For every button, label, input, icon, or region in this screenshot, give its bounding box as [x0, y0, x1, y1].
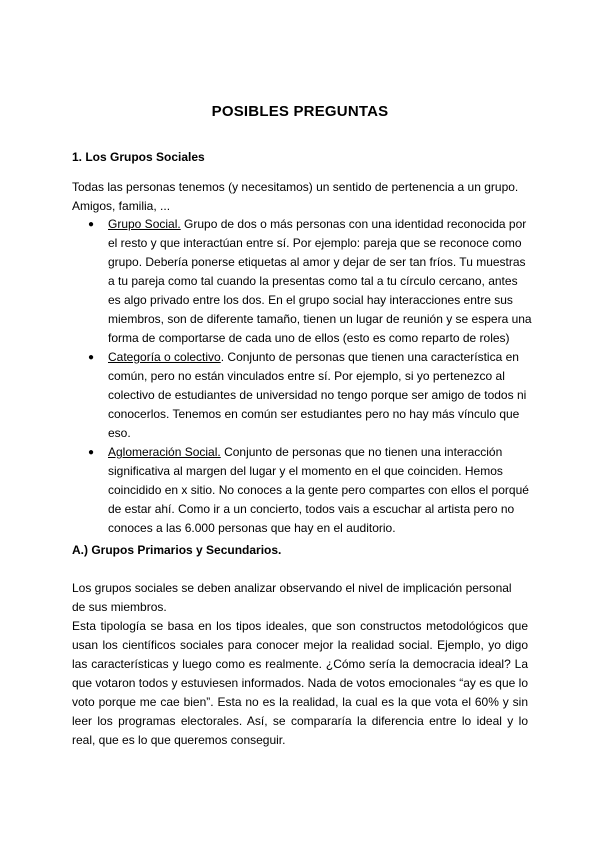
paragraph-implicacion: Los grupos sociales se deben analizar observando el nivel de implicación personal de sus miembros. [72, 581, 512, 614]
page-title: POSIBLES PREGUNTAS [211, 103, 389, 120]
definitions-list [72, 215, 532, 538]
list-item [72, 215, 532, 348]
section-heading-grupos-sociales: 1. Los Grupos Sociales [72, 150, 205, 164]
paragraph-tipologia: Esta tipología se basa en los tipos ideales, que son constructos metodológicos que usan los científicos sociales para conocer mejor la realidad social. Ejemplo, yo digo las características y luego como es realmente. ¿Cómo sería la democracia ideal? La que votaron todos y estuviesen informados. Nada de votos emocionales “ay es que lo voto porque me cae bien”. Esta no es la realidad, la cual es la que vota el 60% y sin leer los programas electorales. Así, se compararía la diferencia entre lo ideal y lo real, que es lo que queremos conseguir. [72, 619, 528, 747]
definition-text: Conjunto de personas que no tienen una interacción significativa al margen del lugar y el momento en el que coinciden. Hemos coincidido en x sitio. No conoces a la gente pero compartes con ellos el porqué de estar ahí. Como ir a un concierto, todos vais a escuchar al artista pero no conoces a las 6.000 personas que hay en el auditorio. [108, 445, 529, 535]
list-item [72, 348, 532, 443]
list-item [72, 443, 532, 538]
bullet-icon: ● [88, 219, 95, 230]
definition-text: Grupo de dos o más personas con una identidad reconocida por el resto y que interactúan entre sí. Por ejemplo: pareja que se reconoce como grupo. Debería ponerse etiquetas al amor y dejar de ser tan fríos. Tu muestras a tu pareja como tal cuando la presentas como tal a tu círculo cercano, antes es algo privado entre los dos. En el grupo social hay interacciones entre sus miembros, son de diferente tamaño, tienen un lugar de reunión y se espera una forma de comportarse de cada uno de ellos (esto es como reparto de roles) [108, 217, 532, 345]
term-categoria-colectivo: Categoría o colectivo [108, 350, 221, 364]
bullet-icon: ● [88, 352, 95, 363]
term-grupo-social: Grupo Social. [108, 217, 181, 231]
bullet-icon: ● [88, 447, 95, 458]
section-heading-grupos-primarios: A.) Grupos Primarios y Secundarios. [72, 543, 282, 557]
intro-paragraph: Todas las personas tenemos (y necesitamos) un sentido de pertenencia a un grupo. Amigos, familia, ... [72, 180, 519, 213]
term-aglomeracion-social: Aglomeración Social. [108, 445, 221, 459]
definition-text: . Conjunto de personas que tienen una característica en común, pero no están vinculados entre sí. Por ejemplo, si yo pertenezco al colectivo de estudiantes de universidad no tengo porque ser amigo de todos ni conocerlos. Tenemos en común ser estudiantes pero no hay más vínculo que eso. [108, 350, 527, 440]
